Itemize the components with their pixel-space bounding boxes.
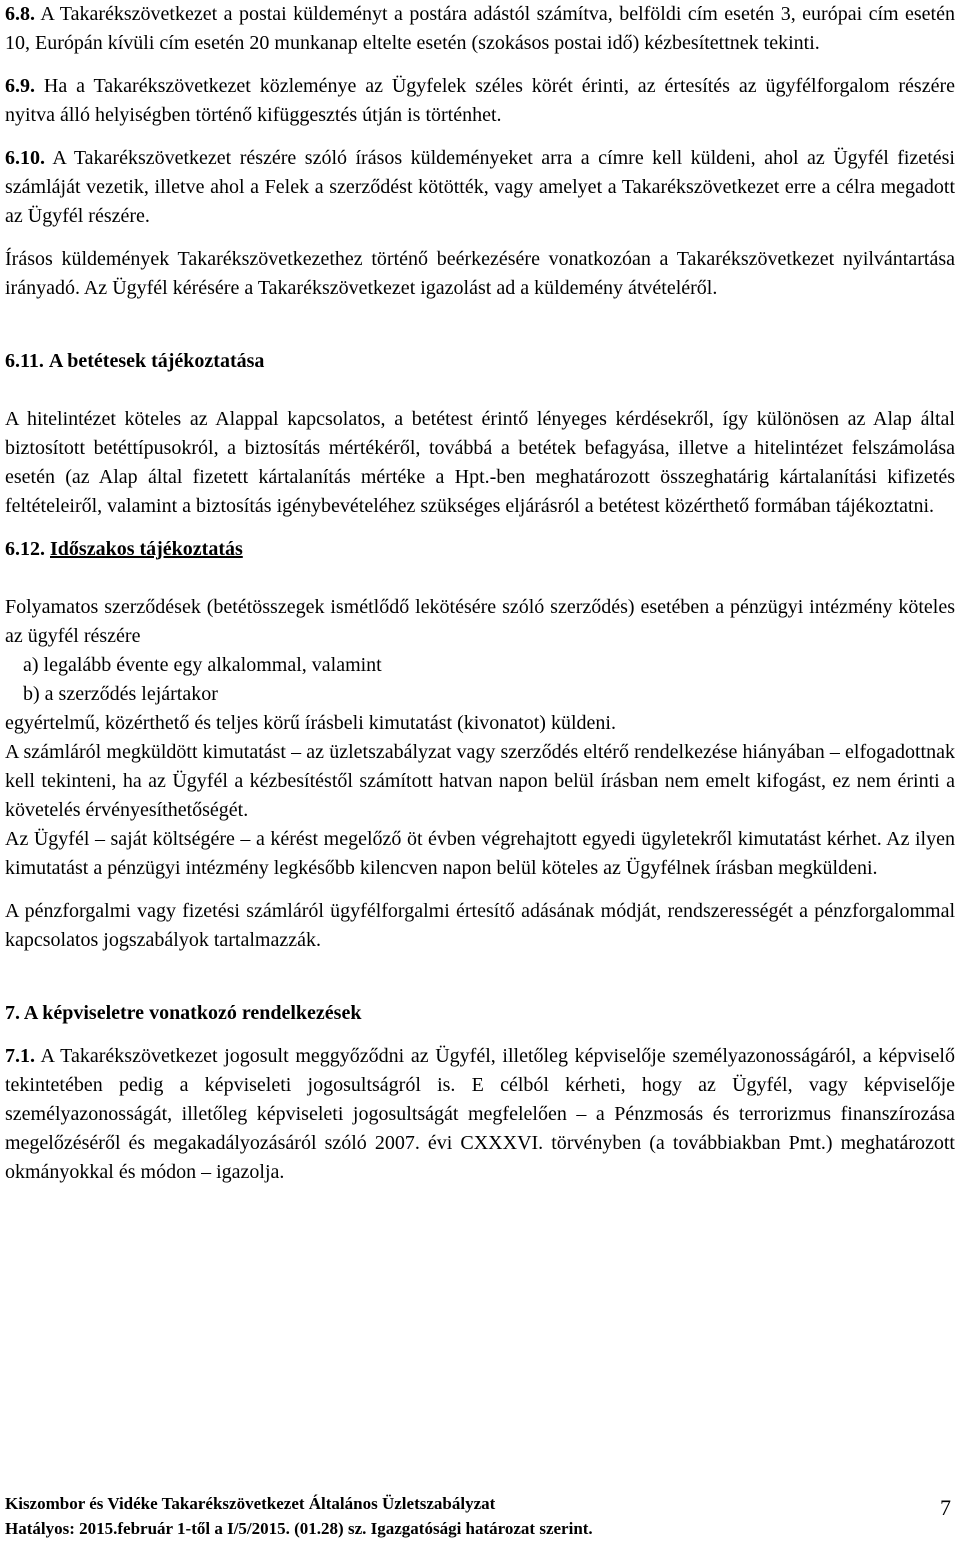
section-number: 6.10. (5, 147, 45, 169)
section-text: Ha a Takarékszövetkezet közleménye az Ügyfelek széles körét érinti, az értesítés az ügyfélforgalom részére nyitva álló helyiségben történő kifüggesztés útján is történhet. (5, 75, 955, 126)
section-text: A Takarékszövetkezet a postai küldeményt a postára adástól számítva, belföldi cím esetén 3, európai cím esetén 10, Európán kívüli cím esetén 20 munkanap eltelte esetén (szokásos postai idő) kézbesítettnek tekinti. (5, 3, 955, 54)
section-6-12-after-list: egyértelmű, közérthető és teljes körű írásbeli kimutatást (kivonatot) küldeni. (5, 712, 616, 734)
footer-effective-date: Hatályos: 2015.február 1-től a I/5/2015. (01.28) sz. Igazgatósági határozat szerint. (5, 1519, 593, 1538)
section-title: A betétesek tájékoztatása (48, 350, 265, 372)
section-number: 6.9. (5, 75, 35, 97)
list-item-b: b) a szerződés lejártakor (23, 683, 218, 705)
section-6-8 (5, 0, 955, 58)
section-6-12-heading (5, 535, 955, 564)
section-6-12-intro: Folyamatos szerződések (betétösszegek ismétlődő lekötésére szóló szerződés) esetében a pénzügyi intézmény köteles az ügyfél részére (5, 596, 955, 647)
section-number: 6.12. (5, 538, 45, 560)
section-6-10-paragraph-2: Írásos küldemények Takarékszövetkezethez történő beérkezésére vonatkozóan a Takarékszövetkezet nyilvántartása irányadó. Az Ügyfél kérésére a Takarékszövetkezet igazolást ad a küldemény átvételéről. (5, 248, 955, 299)
page-footer (5, 1491, 955, 1541)
section-number: 7.1. (5, 1045, 35, 1067)
document-page (5, 0, 955, 1187)
section-6-9 (5, 72, 955, 130)
footer-title: Kiszombor és Vidéke Takarékszövetkezet Általános Üzletszabályzat (5, 1494, 496, 1513)
section-6-11-heading (5, 347, 955, 376)
section-title: Időszakos tájékoztatás (50, 538, 243, 560)
list-item-a: a) legalább évente egy alkalommal, valamint (23, 654, 382, 676)
section-6-12-paragraph-2: A számláról megküldött kimutatást – az üzletszabályzat vagy szerződés eltérő rendelkezése hiányában – elfogadottnak kell tekinteni, ha az Ügyfél a kézbesítéstől számított hatvan napon belül írásban nem emelt kifogást, ez nem érinti a követelés érvényesíthetőségét. (5, 741, 955, 821)
section-6-11-text: A hitelintézet köteles az Alappal kapcsolatos, a betétest érintő lényeges kérdésekről, így különösen az Alap által biztosított betéttípusokról, a biztosítás mértékéről, továbbá a betétek befagyása, illetve a hitelintézet felszámolása esetén (az Alap által fizetett kártalanítás mértéke a Hpt.-ben meghatározott összeghatárig kártalanítási kifizetés feltételeiről, valamint a biztosítás igénybevételéhez szükséges eljárásról a betétest közérthető formában tájékoztatni. (5, 408, 955, 517)
section-text: A Takarékszövetkezet jogosult meggyőződni az Ügyfél, illetőleg képviselője személyazonosságáról, a képviselő tekintetében pedig a képviseleti jogosultságról is. E célból kérheti, hogy az Ügyfél, vagy képviselője személyazonosságát, illetőleg képviseleti jogosultságát megfelelően – a Pénzmosás és terrorizmus finanszírozása megelőzéséről és megakadályozásáról szóló 2007. évi CXXXVI. törvényben (a továbbiakban Pmt.) meghatározott okmányokkal és módon – igazolja. (5, 1045, 955, 1183)
section-text: A Takarékszövetkezet részére szóló írásos küldeményeket arra a címre kell küldeni, ahol az Ügyfél fizetési számláját vezetik, illetve ahol a Felek a szerződést kötötték, vagy amelyet a Takarékszövetkezet erre a célra megadott az Ügyfél részére. (5, 147, 955, 227)
section-6-12-paragraph-4: A pénzforgalmi vagy fizetési számláról ügyfélforgalmi értesítő adásának módját, rendszerességét a pénzforgalommal kapcsolatos jogszabályok tartalmazzák. (5, 900, 955, 951)
section-6-12-paragraph-3: Az Ügyfél – saját költségére – a kérést megelőző öt évben végrehajtott egyedi ügyletekről kimutatást kérhet. Az ilyen kimutatást a pénzügyi intézmény legkésőbb kilencven napon belül köteles az Ügyfélnek írásban megküldeni. (5, 828, 955, 879)
section-6-10 (5, 144, 955, 231)
chapter-7-heading: 7. A képviseletre vonatkozó rendelkezések (5, 1002, 362, 1024)
section-number: 6.11. (5, 350, 44, 372)
page-number: 7 (940, 1495, 951, 1520)
section-7-1 (5, 1042, 955, 1187)
section-number: 6.8. (5, 3, 35, 25)
